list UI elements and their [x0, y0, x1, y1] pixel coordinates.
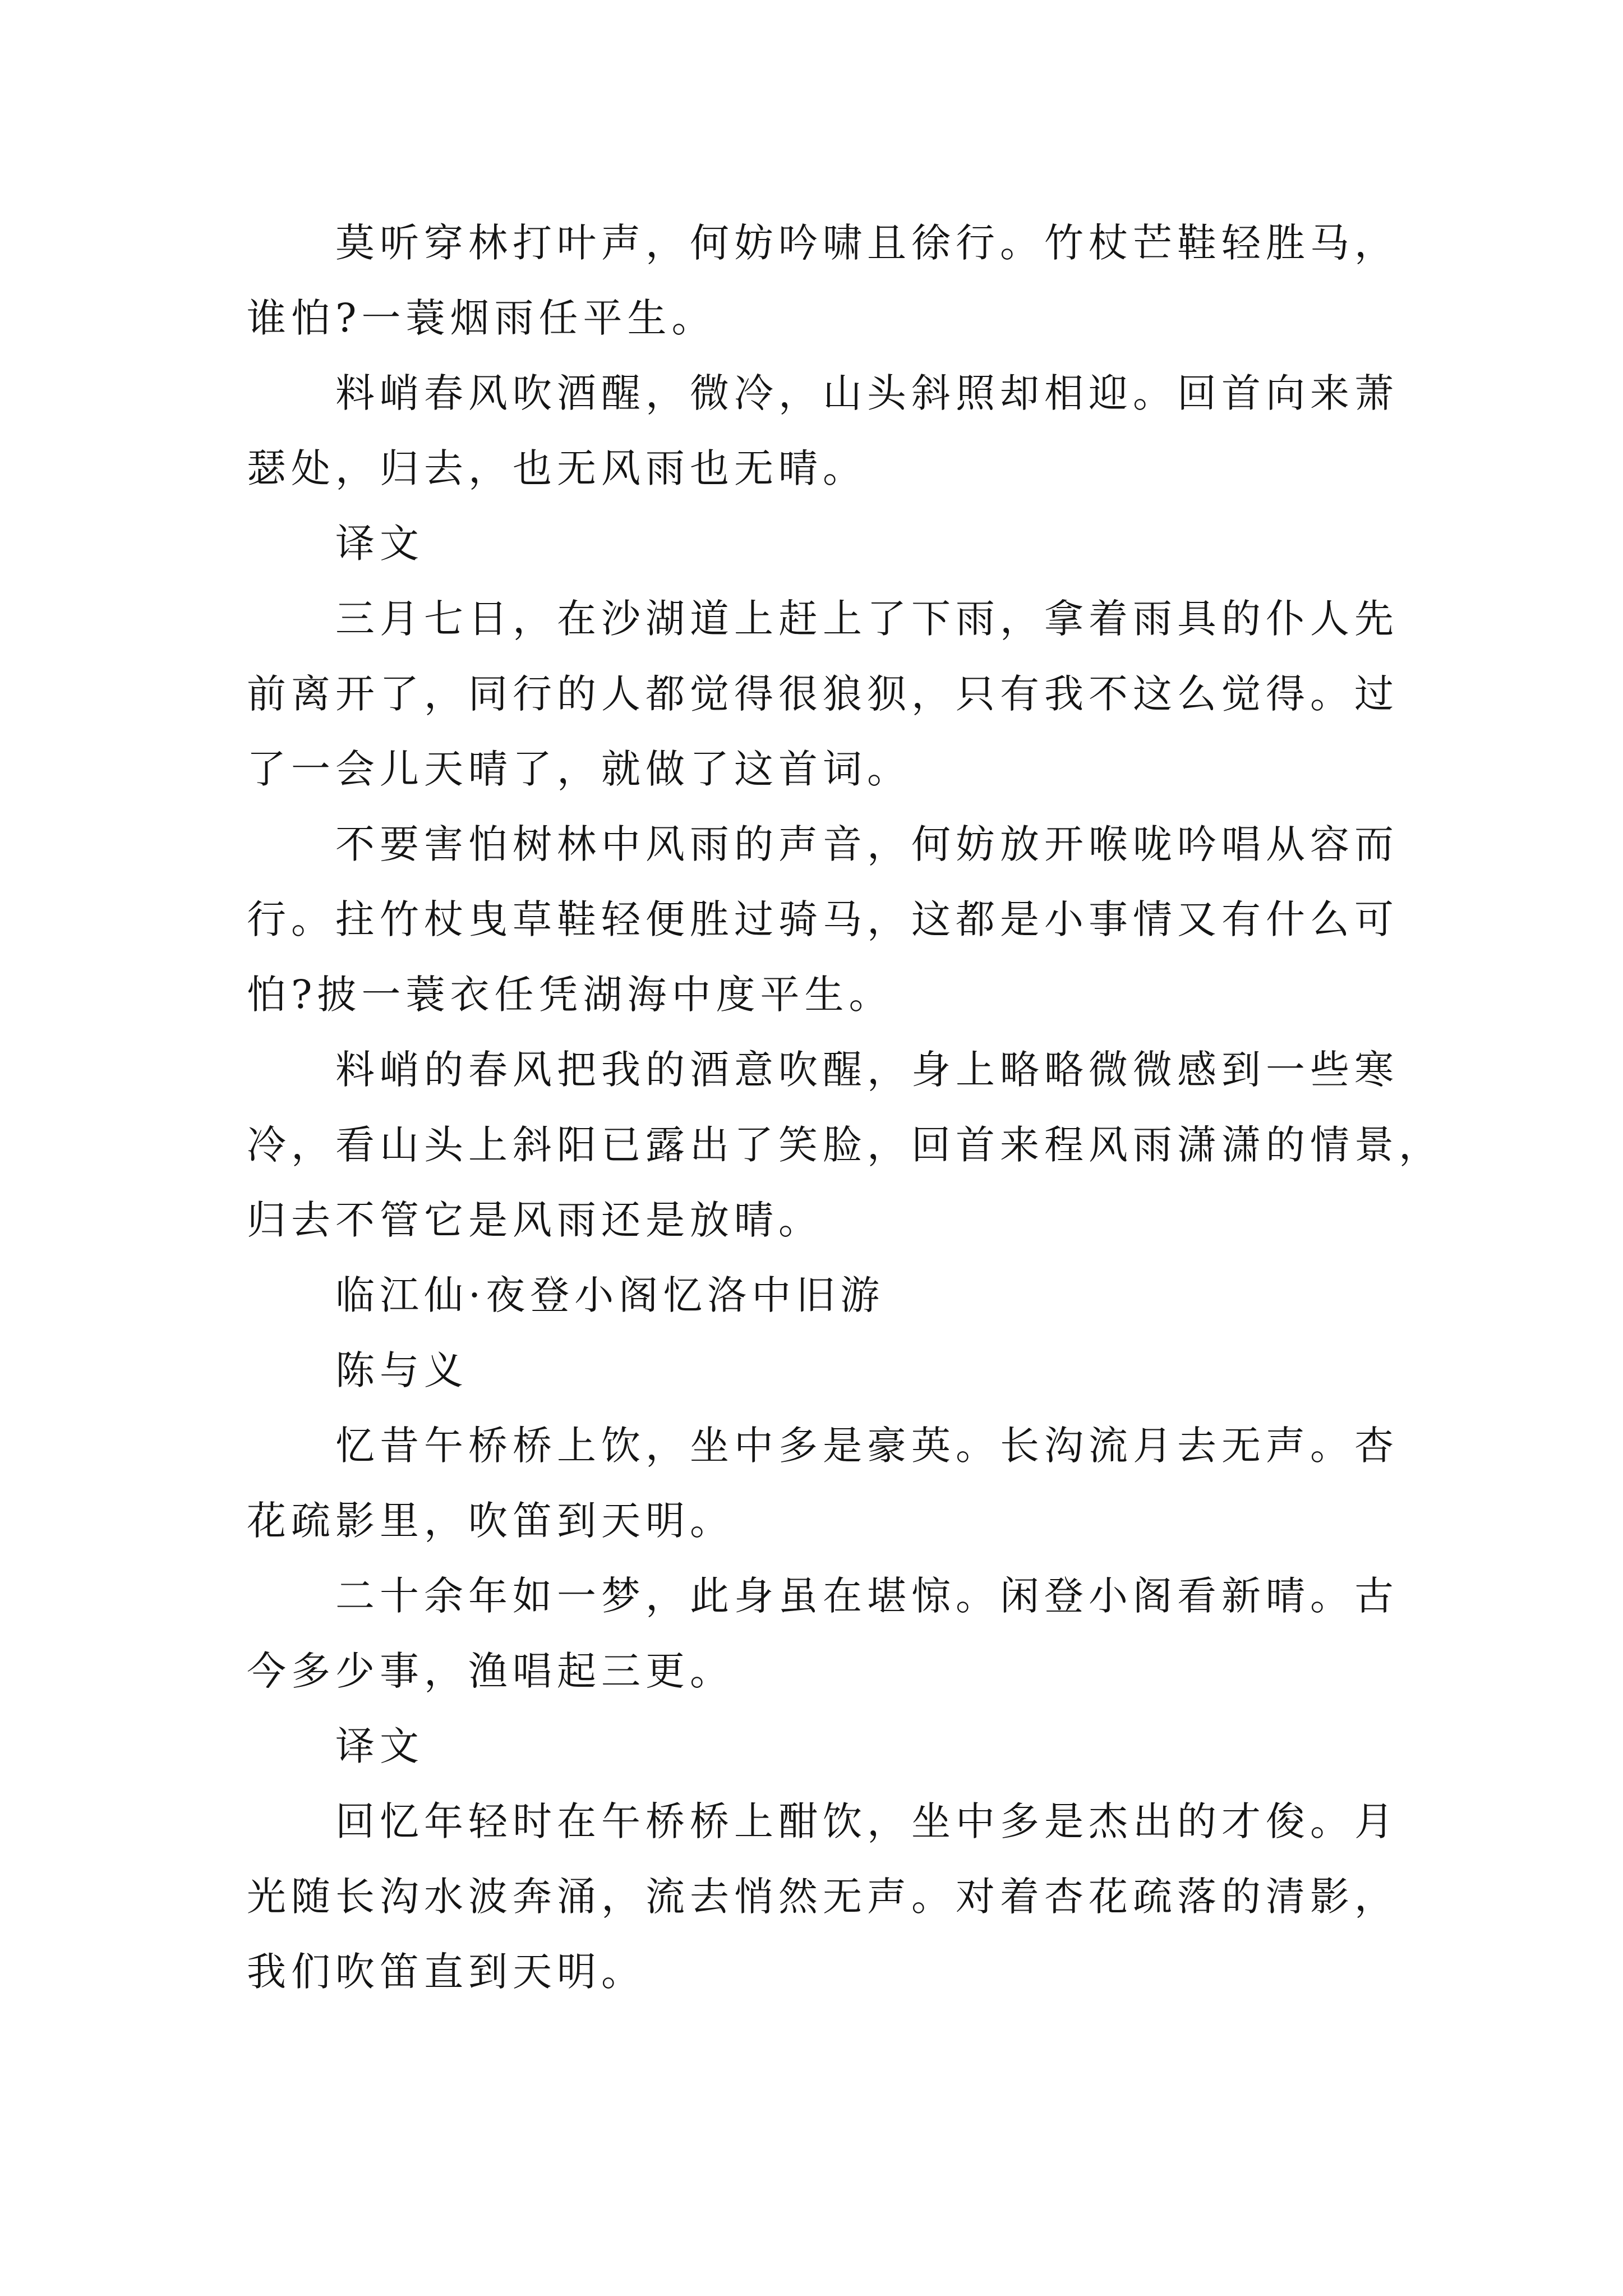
- text-line: 我们吹笛直到天明。: [247, 1949, 645, 1995]
- text-line: 不要害怕树林中风雨的声音，何妨放开喉咙吟唱从容而: [335, 821, 1399, 867]
- text-line: 今多少事，渔唱起三更。: [247, 1648, 734, 1694]
- text-line: 莫听穿林打叶声，何妨吟啸且徐行。竹杖芒鞋轻胜马，: [335, 220, 1399, 266]
- text-line: 冷，看山头上斜阳已露出了笑脸，回首来程风雨潇潇的情景，: [247, 1122, 1443, 1168]
- text-line: 谁怕?一蓑烟雨任平生。: [247, 295, 716, 341]
- text-line: 瑟处，归去，也无风雨也无晴。: [247, 445, 867, 491]
- section-heading: 译文: [335, 521, 424, 567]
- section-heading: 译文: [335, 1723, 424, 1769]
- text-line: 二十余年如一梦，此身虽在堪惊。闲登小阁看新晴。古: [335, 1573, 1399, 1619]
- text-line: 料峭的春风把我的酒意吹醒，身上略略微微感到一些寒: [335, 1047, 1399, 1093]
- text-line: 行。拄竹杖曳草鞋轻便胜过骑马，这都是小事情又有什么可: [247, 896, 1399, 942]
- text-line: 忆昔午桥桥上饮，坐中多是豪英。长沟流月去无声。杏: [335, 1423, 1399, 1469]
- poem-title: 临江仙·夜登小阁忆洛中旧游: [335, 1272, 885, 1318]
- text-line: 怕?披一蓑衣任凭湖海中度平生。: [247, 972, 893, 1018]
- text-line: 花疏影里，吹笛到天明。: [247, 1498, 734, 1544]
- text-line: 回忆年轻时在午桥桥上酣饮，坐中多是杰出的才俊。月: [335, 1798, 1399, 1844]
- text-line: 料峭春风吹酒醒，微冷，山头斜照却相迎。回首向来萧: [335, 370, 1399, 416]
- text-line: 了一会儿天晴了，就做了这首词。: [247, 746, 911, 792]
- text-line: 三月七日，在沙湖道上赶上了下雨，拿着雨具的仆人先: [335, 596, 1399, 642]
- text-line: 光随长沟水波奔涌，流去悄然无声。对着杏花疏落的清影，: [247, 1874, 1399, 1920]
- text-line: 前离开了，同行的人都觉得很狼狈，只有我不这么觉得。过: [247, 671, 1399, 717]
- poem-author: 陈与义: [335, 1347, 468, 1393]
- text-line: 归去不管它是风雨还是放晴。: [247, 1197, 823, 1243]
